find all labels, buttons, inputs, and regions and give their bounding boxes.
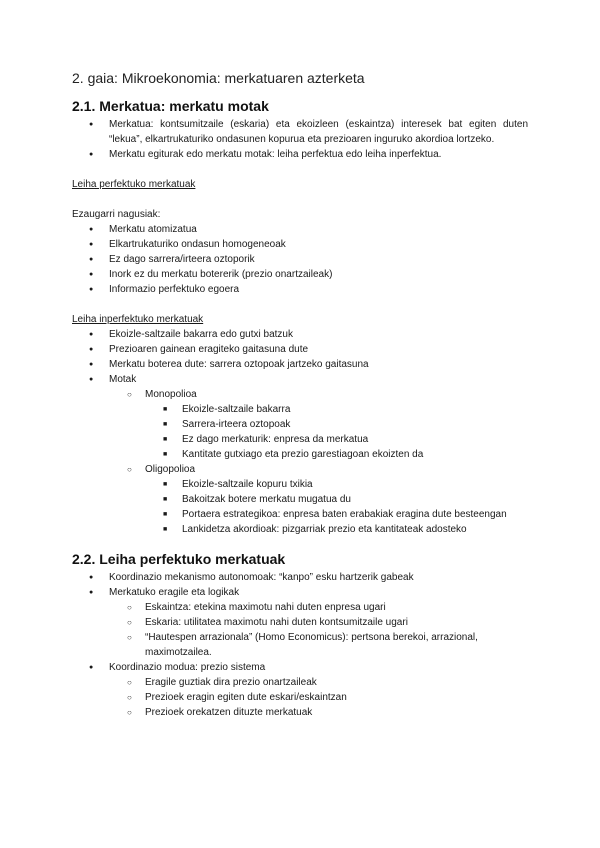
list-item-monopoly: ○ Monopolioa <box>72 387 528 402</box>
list-item: ● Ez dago sarrera/irteera oztoporik <box>72 252 528 267</box>
market-definition-list <box>72 117 528 162</box>
list-item: ■ Ekoizle-saltzaile kopuru txikia <box>72 477 528 492</box>
document-title: 2. gaia: Mikroekonomia: merkatuaren azterketa <box>72 70 365 86</box>
features-intro: Ezaugarri nagusiak: <box>72 209 161 220</box>
list-item: ● Koordinazio modua: prezio sistema <box>72 660 528 675</box>
section-heading-2-1: 2.1. Merkatua: merkatu motak <box>72 98 269 114</box>
list-item: ● Koordinazio mekanismo autonomoak: “kanpo” esku hartzerik gabeak <box>72 570 528 585</box>
list-item: ● Inork ez du merkatu botererik (prezio onartzaileak) <box>72 267 528 282</box>
list-item: ● Motak <box>72 372 528 387</box>
subsection-title-imperfect: Leiha inperfektuko merkatuak <box>72 314 204 325</box>
list-item: ■ Ez dago merkaturik: enpresa da merkatua <box>72 432 528 447</box>
list-item: ● Informazio perfektuko egoera <box>72 282 528 297</box>
list-item-oligopoly: ○ Oligopolioa <box>72 462 528 477</box>
list-item: ● Ekoizle-saltzaile bakarra edo gutxi batzuk <box>72 327 528 342</box>
list-item: ○ Prezioek eragin egiten dute eskari/eskaintzan <box>72 690 528 705</box>
list-item: ○ Prezioek orekatzen dituzte merkatuak <box>72 705 528 720</box>
list-item: ● Elkartrukaturiko ondasun homogeneoak <box>72 237 528 252</box>
document-page <box>72 70 528 720</box>
perfect-features-list <box>72 222 528 297</box>
imperfect-features-list <box>72 327 528 537</box>
list-item: ■ Portaera estrategikoa: enpresa baten erabakiak eragina dute besteengan <box>72 507 528 522</box>
list-item: ○ Eragile guztiak dira prezio onartzaileak <box>72 675 528 690</box>
list-item: ● Merkatua: kontsumitzaile (eskaria) eta ekoizleen (eskaintza) interesek bat egiten duten “lekua”, elkartrukaturiko ondasunen kopurua eta prezioaren inguruko akordioa lortzeko. <box>72 117 528 147</box>
list-item: ■ Lankidetza akordioak: pizgarriak prezio eta kantitateak adosteko <box>72 522 528 537</box>
list-item: ■ Bakoitzak botere merkatu mugatua du <box>72 492 528 507</box>
list-item: ○ “Hautespen arrazionala” (Homo Economicus): pertsona berekoi, arrazional, maximotzailea. <box>72 630 528 660</box>
list-item: ○ Eskaintza: etekina maximotu nahi duten enpresa ugari <box>72 600 528 615</box>
list-item: ● Merkatuko eragile eta logikak <box>72 585 528 600</box>
perfect-markets-list <box>72 570 528 720</box>
list-item: ● Merkatu egiturak edo merkatu motak: leiha perfektua edo leiha inperfektua. <box>72 147 528 162</box>
list-item: ■ Sarrera-irteera oztopoak <box>72 417 528 432</box>
subsection-title-perfect: Leiha perfektuko merkatuak <box>72 179 196 190</box>
list-item: ● Merkatu atomizatua <box>72 222 528 237</box>
list-item: ● Merkatu boterea dute: sarrera oztopoak jartzeko gaitasuna <box>72 357 528 372</box>
list-item: ■ Ekoizle-saltzaile bakarra <box>72 402 528 417</box>
list-item: ○ Eskaria: utilitatea maximotu nahi duten kontsumitzaile ugari <box>72 615 528 630</box>
section-heading-2-2: 2.2. Leiha perfektuko merkatuak <box>72 551 286 567</box>
list-item: ■ Kantitate gutxiago eta prezio garestiagoan ekoizten da <box>72 447 528 462</box>
list-item: ● Prezioaren gainean eragiteko gaitasuna dute <box>72 342 528 357</box>
